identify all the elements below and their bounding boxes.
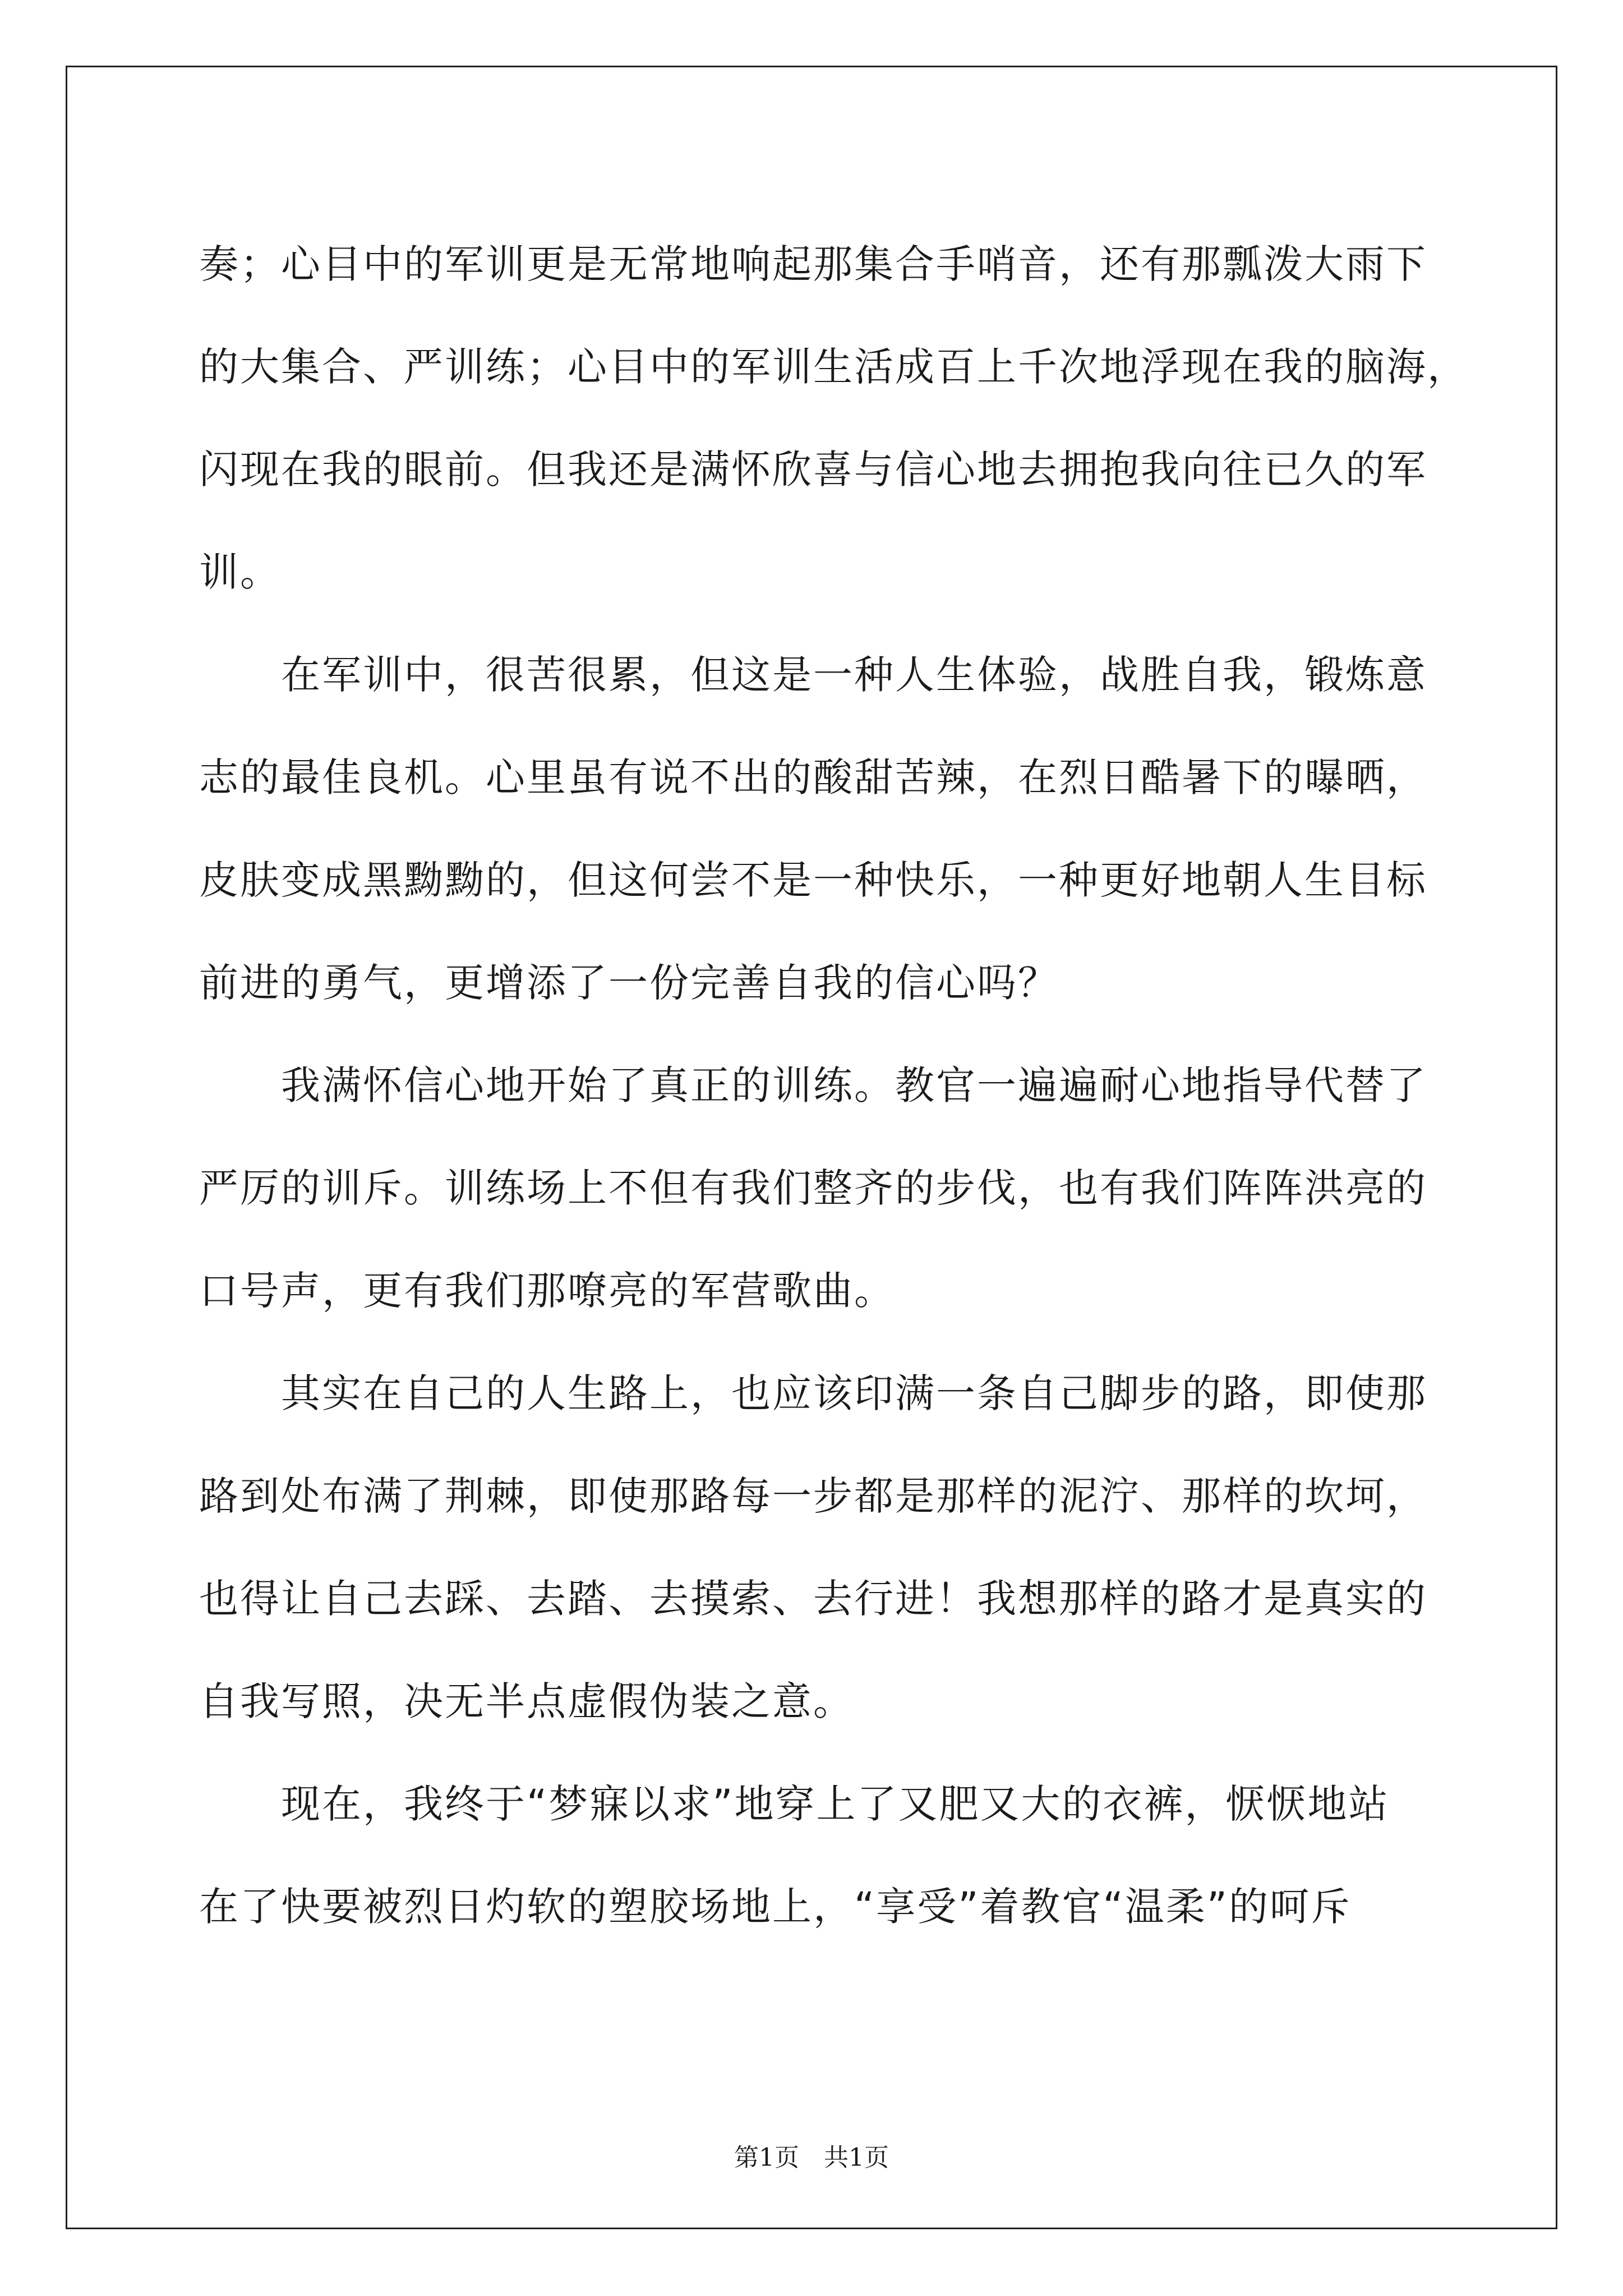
text-line: 闪现在我的眼前。但我还是满怀欣喜与信心地去拥抱我向往已久的军	[199, 447, 1427, 493]
text-line: 现在，我终于“梦寐以求”地穿上了又肥又大的衣裤，恹恹地站	[199, 1781, 1390, 1827]
page-number: 第1页	[734, 2143, 799, 2172]
text-line: 我满怀信心地开始了真正的训练。教官一遍遍耐心地指导代替了	[199, 1062, 1427, 1108]
text-line: 其实在自己的人生路上，也应该印满一条自己脚步的路，即使那	[199, 1370, 1427, 1416]
text-line: 志的最佳良机。心里虽有说不出的酸甜苦辣，在烈日酷暑下的曝晒，	[199, 754, 1427, 800]
text-line: 的大集合、严训练；心目中的军训生活成百上千次地浮现在我的脑海，	[199, 344, 1468, 390]
text-line: 也得让自己去踩、去踏、去摸索、去行进！我想那样的路才是真实的	[199, 1576, 1427, 1622]
document-body	[199, 213, 1468, 1958]
text-line: 在军训中，很苦很累，但这是一种人生体验，战胜自我，锻炼意	[199, 652, 1427, 698]
text-line: 路到处布满了荆棘，即使那路每一步都是那样的泥泞、那样的坎坷，	[199, 1473, 1427, 1519]
text-line: 皮肤变成黑黝黝的，但这何尝不是一种快乐，一种更好地朝人生目标	[199, 857, 1427, 903]
text-line: 在了快要被烈日灼软的塑胶场地上，“享受”着教官“温柔”的呵斥	[199, 1884, 1352, 1930]
text-line: 严厉的训斥。训练场上不但有我们整齐的步伐，也有我们阵阵洪亮的	[199, 1165, 1427, 1211]
text-line: 自我写照，决无半点虚假伪装之意。	[199, 1678, 854, 1724]
text-line: 前进的勇气，更增添了一份完善自我的信心吗？	[199, 960, 1059, 1006]
page-footer	[0, 2141, 1623, 2175]
text-line: 口号声，更有我们那嘹亮的军营歌曲。	[199, 1268, 895, 1314]
text-line: 奏；心目中的军训更是无常地响起那集合手哨音，还有那瓢泼大雨下	[199, 241, 1427, 287]
text-line: 训。	[199, 549, 281, 595]
page-total: 共1页	[824, 2143, 889, 2172]
